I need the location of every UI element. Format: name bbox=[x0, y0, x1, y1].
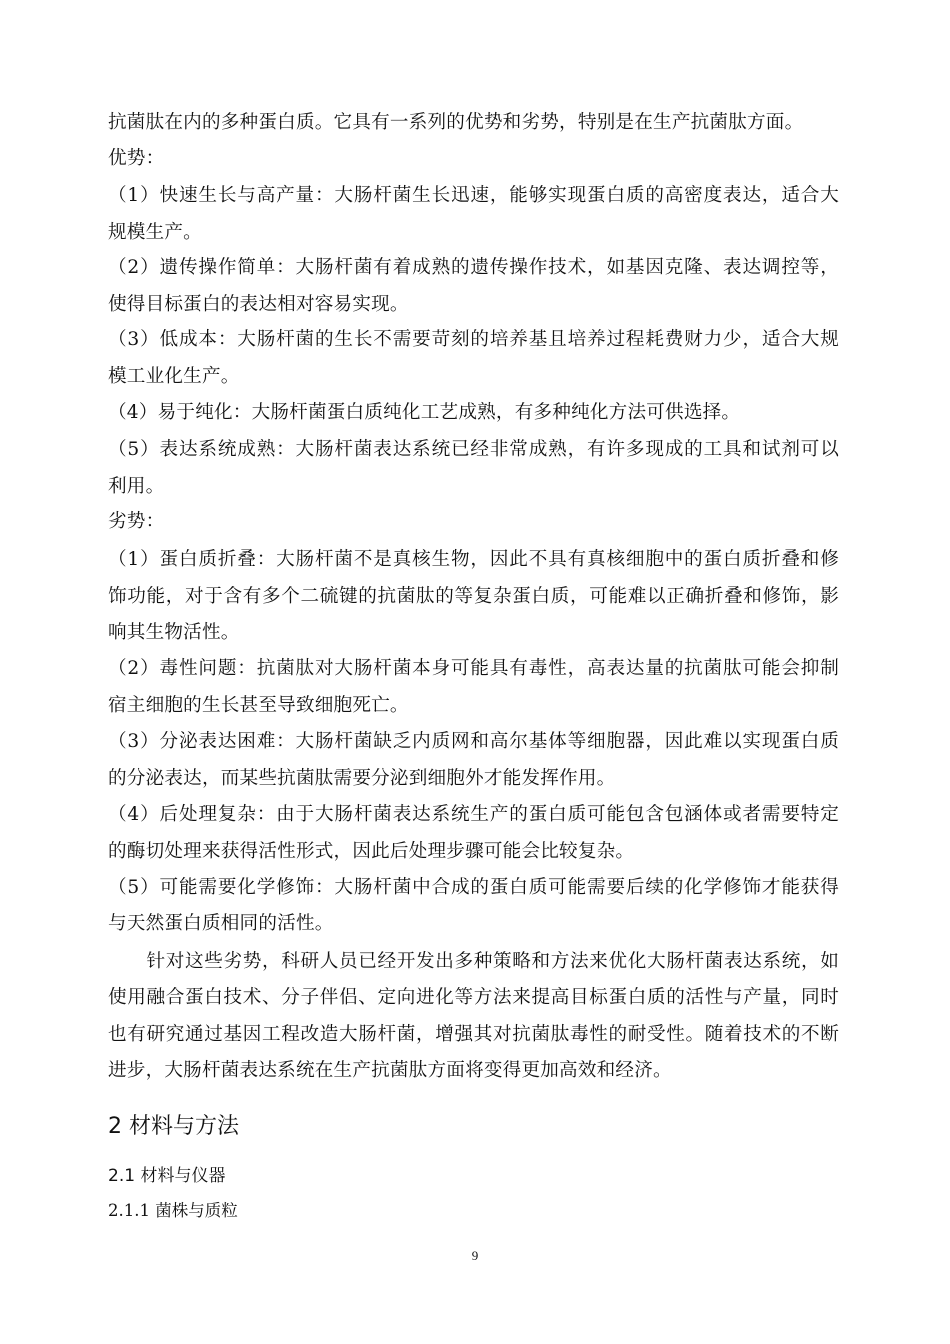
text-line: （2）遗传操作简单：大肠杆菌有着成熟的遗传操作技术，如基因克隆、表达调控等， bbox=[108, 257, 839, 278]
text-line: 针对这些劣势，科研人员已经开发出多种策略和方法来优化大肠杆菌表达系统，如 bbox=[108, 951, 839, 972]
text-line: 响其生物活性。 bbox=[108, 622, 240, 643]
text-line: 利用。 bbox=[108, 476, 165, 497]
text-line: 的酶切处理来获得活性形式，因此后处理步骤可能会比较复杂。 bbox=[108, 841, 635, 862]
subsubsection-heading: 2.1.1 菌株与质粒 bbox=[108, 1201, 238, 1220]
text-line: 饰功能，对于含有多个二硫键的抗菌肽的等复杂蛋白质，可能难以正确折叠和修饰，影 bbox=[108, 586, 839, 607]
text-line: 宿主细胞的生长甚至导致细胞死亡。 bbox=[108, 695, 409, 716]
text-line: （4）易于纯化：大肠杆菌蛋白质纯化工艺成熟，有多种纯化方法可供选择。 bbox=[108, 402, 741, 423]
text-line: 劣势： bbox=[108, 511, 165, 532]
text-line: 使得目标蛋白的表达相对容易实现。 bbox=[108, 294, 409, 315]
text-line: 抗菌肽在内的多种蛋白质。它具有一系列的优势和劣势，特别是在生产抗菌肽方面。 bbox=[108, 112, 804, 133]
text-line: （3）低成本：大肠杆菌的生长不需要苛刻的培养基且培养过程耗费财力少，适合大规 bbox=[108, 329, 839, 350]
text-line: （1）快速生长与高产量：大肠杆菌生长迅速，能够实现蛋白质的高密度表达，适合大 bbox=[108, 185, 839, 206]
text-line: 的分泌表达，而某些抗菌肽需要分泌到细胞外才能发挥作用。 bbox=[108, 768, 616, 789]
text-line: （2）毒性问题：抗菌肽对大肠杆菌本身可能具有毒性，高表达量的抗菌肽可能会抑制 bbox=[108, 658, 839, 679]
text-line: 与天然蛋白质相同的活性。 bbox=[108, 913, 334, 934]
page-number: 9 bbox=[471, 1248, 479, 1263]
text-line: （3）分泌表达困难：大肠杆菌缺乏内质网和高尔基体等细胞器，因此难以实现蛋白质 bbox=[108, 731, 839, 752]
text-line: 规模生产。 bbox=[108, 222, 202, 243]
text-line: （4）后处理复杂：由于大肠杆菌表达系统生产的蛋白质可能包含包涵体或者需要特定 bbox=[108, 804, 839, 825]
text-line: 使用融合蛋白技术、分子伴侣、定向进化等方法来提高目标蛋白质的活性与产量，同时 bbox=[108, 987, 839, 1008]
text-line: （5）表达系统成熟：大肠杆菌表达系统已经非常成熟，有许多现成的工具和试剂可以 bbox=[108, 439, 839, 460]
subsection-heading: 2.1 材料与仪器 bbox=[108, 1166, 226, 1186]
text-line: （5）可能需要化学修饰：大肠杆菌中合成的蛋白质可能需要后续的化学修饰才能获得 bbox=[108, 877, 839, 898]
text-line: （1）蛋白质折叠：大肠杆菌不是真核生物，因此不具有真核细胞中的蛋白质折叠和修 bbox=[108, 549, 839, 570]
text-line: 也有研究通过基因工程改造大肠杆菌，增强其对抗菌肽毒性的耐受性。随着技术的不断 bbox=[108, 1024, 839, 1045]
text-line: 优势： bbox=[108, 148, 165, 169]
text-line: 模工业化生产。 bbox=[108, 366, 240, 387]
section-heading: 2 材料与方法 bbox=[108, 1114, 239, 1139]
text-line: 进步，大肠杆菌表达系统在生产抗菌肽方面将变得更加高效和经济。 bbox=[108, 1060, 672, 1081]
